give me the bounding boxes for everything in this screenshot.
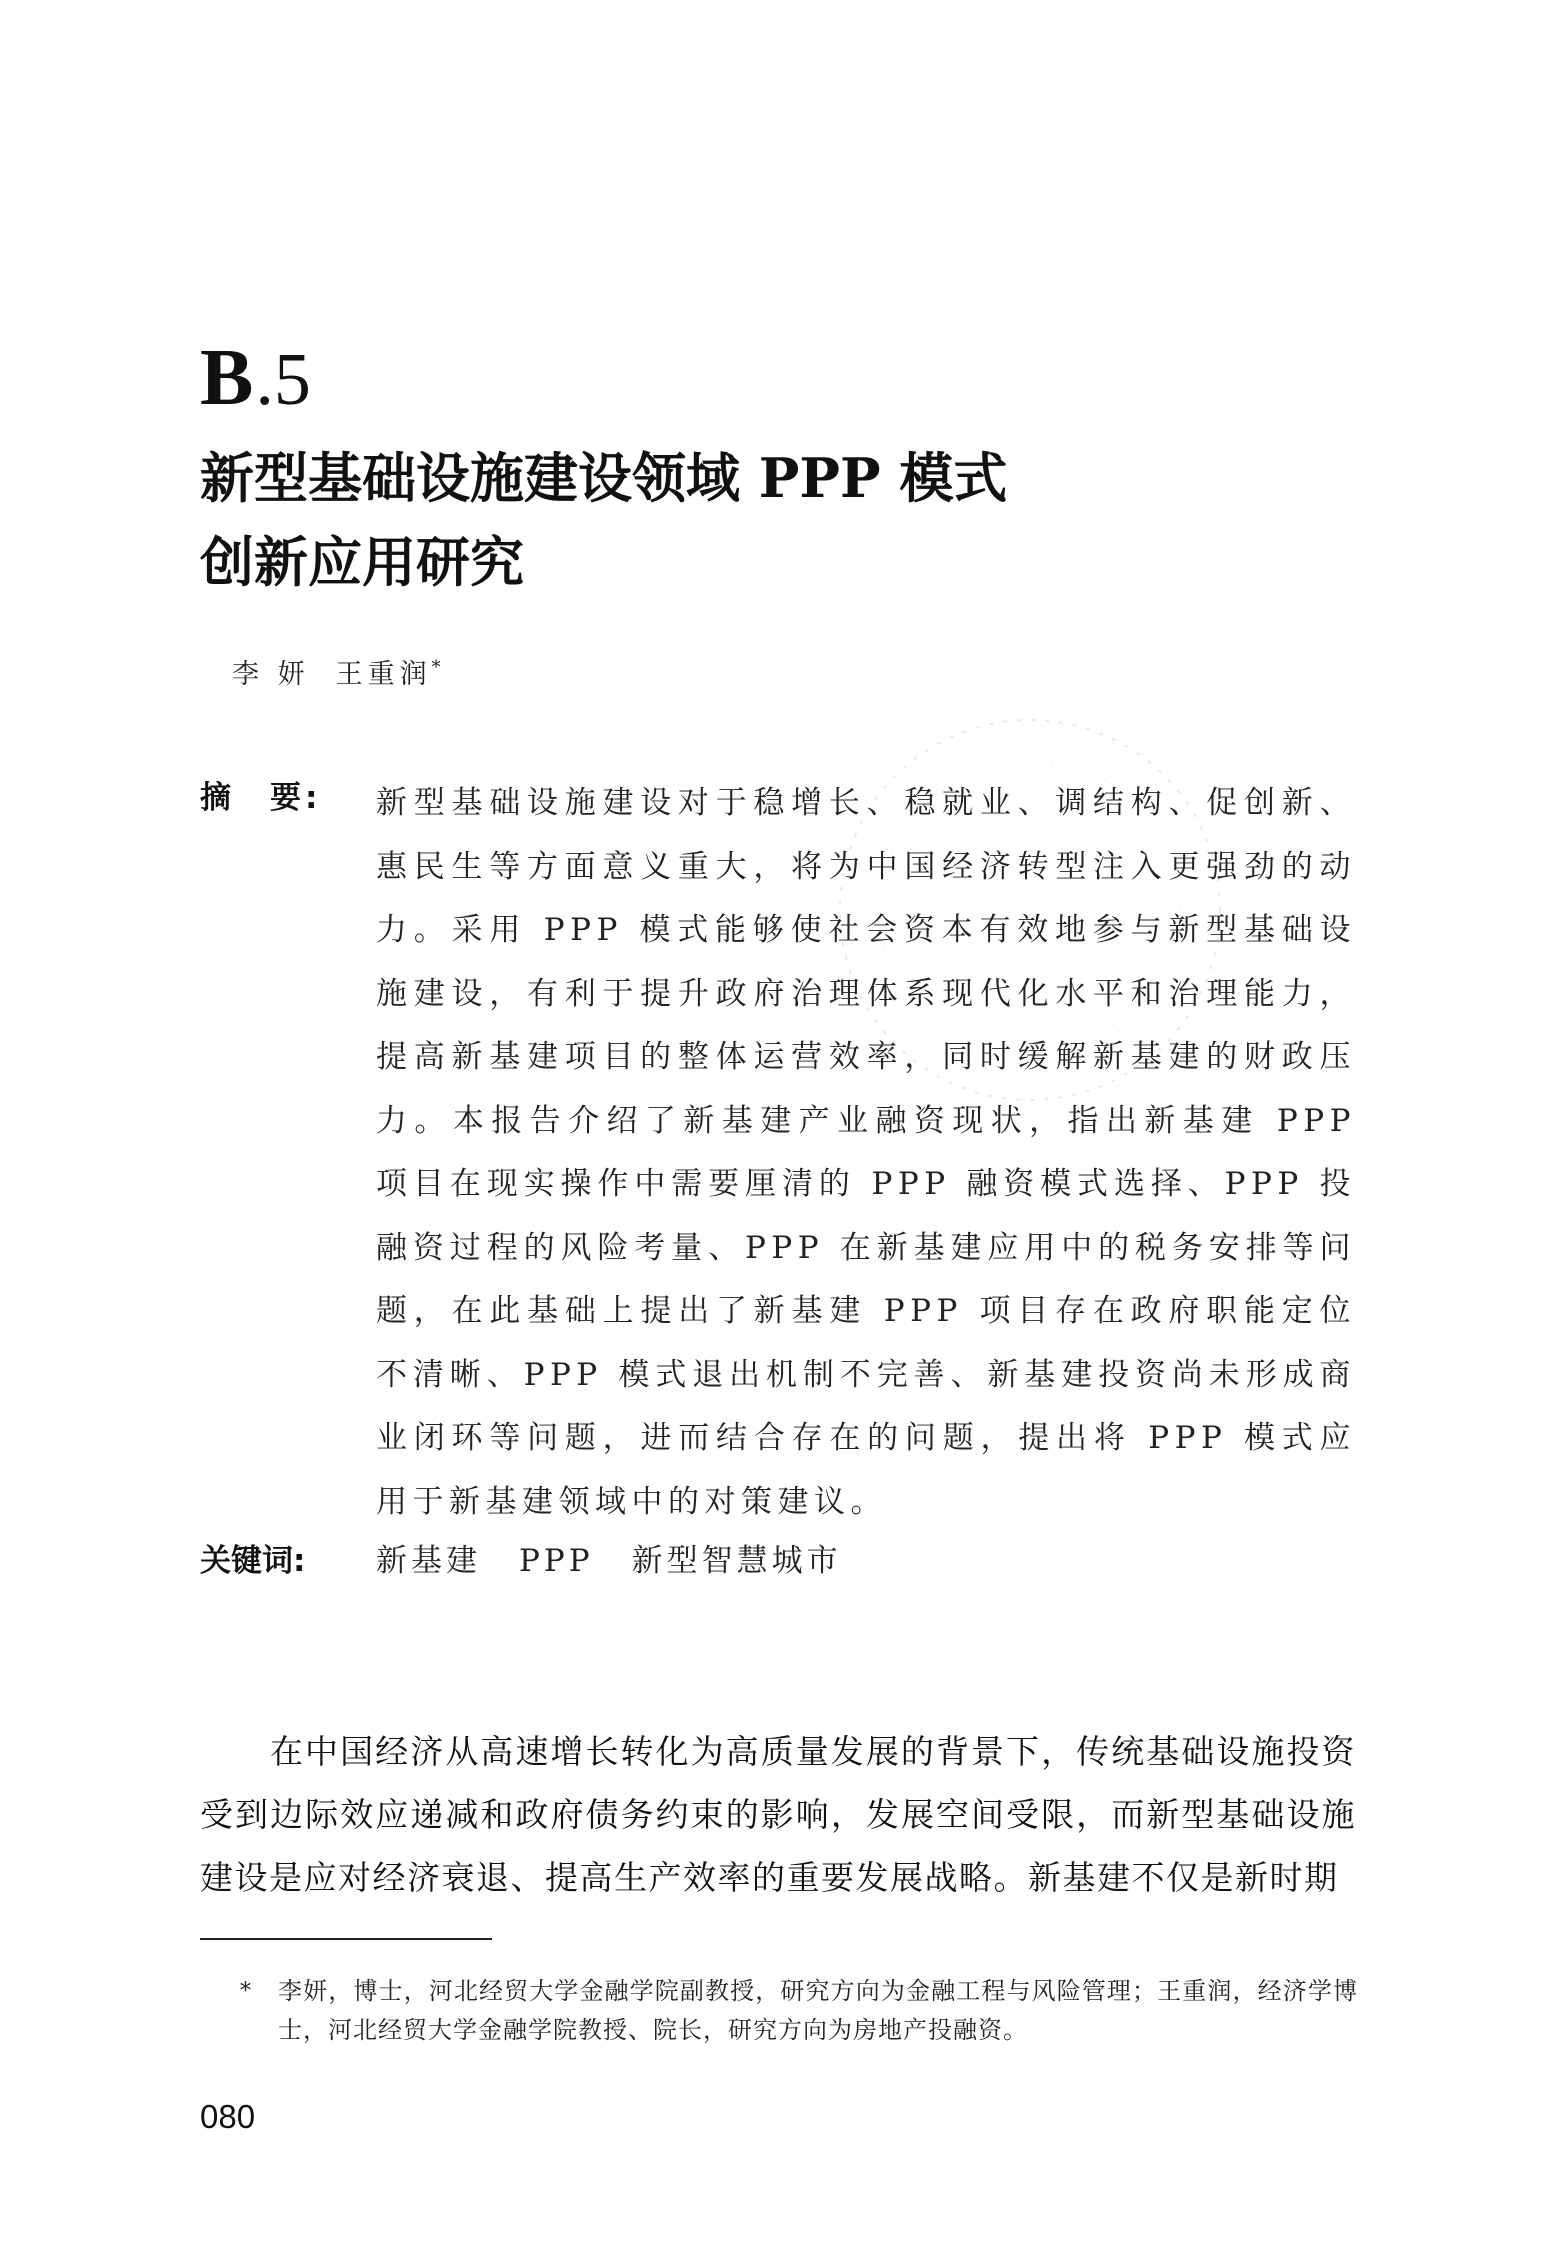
abstract-label: 摘 要: <box>200 780 322 816</box>
footnote <box>240 1972 1358 2050</box>
chapter-number <box>200 334 311 422</box>
body-paragraph-1: 在中国经济从高速增长转化为高质量发展的背景下，传统基础设施投资受到边际效应递减和政府债务约束的影响，发展空间受限，而新型基础设施建设是应对经济衰退、提高生产效率的重要发展战略。新基建不仅是新时期 <box>200 1732 1356 1897</box>
author-line <box>232 652 441 691</box>
author-footnote-mark: * <box>431 657 441 678</box>
title-line-2: 创新应用研究 <box>200 530 524 594</box>
footnote-mark: * <box>240 1979 252 2004</box>
body-text <box>200 1720 1356 1909</box>
abstract-paragraph: 新型基础设施建设对于稳增长、稳就业、调结构、促创新、惠民生等方面意义重大，将为中国经济转型注入更强劲的动力。采用 PPP 模式能够使社会资本有效地参与新型基础设施建设，有利于提升政府治理体系现代化水平和治理能力，提高新基建项目的整体运营效率，同时缓解新基建的财政压力。本报告介绍了新基建产业融资现状，指出新基建 PPP 项目在现实操作中需要厘清的 PPP 融资模式选择、PPP 投融资过程的风险考量、PPP 在新基建应用中的税务安排等问题，在此基础上提出了新基建 PPP 项目存在政府职能定位不清晰、PPP 模式退出机制不完善、新基建投资尚未形成商业闭环等问题，进而结合存在的问题，提出将 PPP 模式应用于新基建领域中的对策建议。 <box>376 785 1356 1520</box>
keywords-list <box>376 1535 880 1580</box>
page-title <box>200 436 1360 604</box>
footnote-divider <box>200 1938 492 1940</box>
keyword-item: 新型智慧城市 <box>631 1543 842 1579</box>
chapter-letter: B <box>200 334 256 422</box>
abstract-text <box>376 772 1356 1534</box>
keyword-item: PPP <box>519 1543 594 1579</box>
chapter-index: .5 <box>255 339 311 421</box>
page-number: 080 <box>200 2098 256 2135</box>
author-2: 王重润 <box>335 659 432 690</box>
author-1: 李 妍 <box>232 659 310 690</box>
keywords-label: 关键词: <box>200 1543 306 1579</box>
keyword-item: 新基建 <box>376 1543 481 1579</box>
footnote-text: 李妍，博士，河北经贸大学金融学院副教授，研究方向为金融工程与风险管理；王重润，经济学博士，河北经贸大学金融学院教授、院长，研究方向为房地产投融资。 <box>278 1977 1358 2044</box>
title-line-1: 新型基础设施建设领域 PPP 模式 <box>200 446 1008 510</box>
